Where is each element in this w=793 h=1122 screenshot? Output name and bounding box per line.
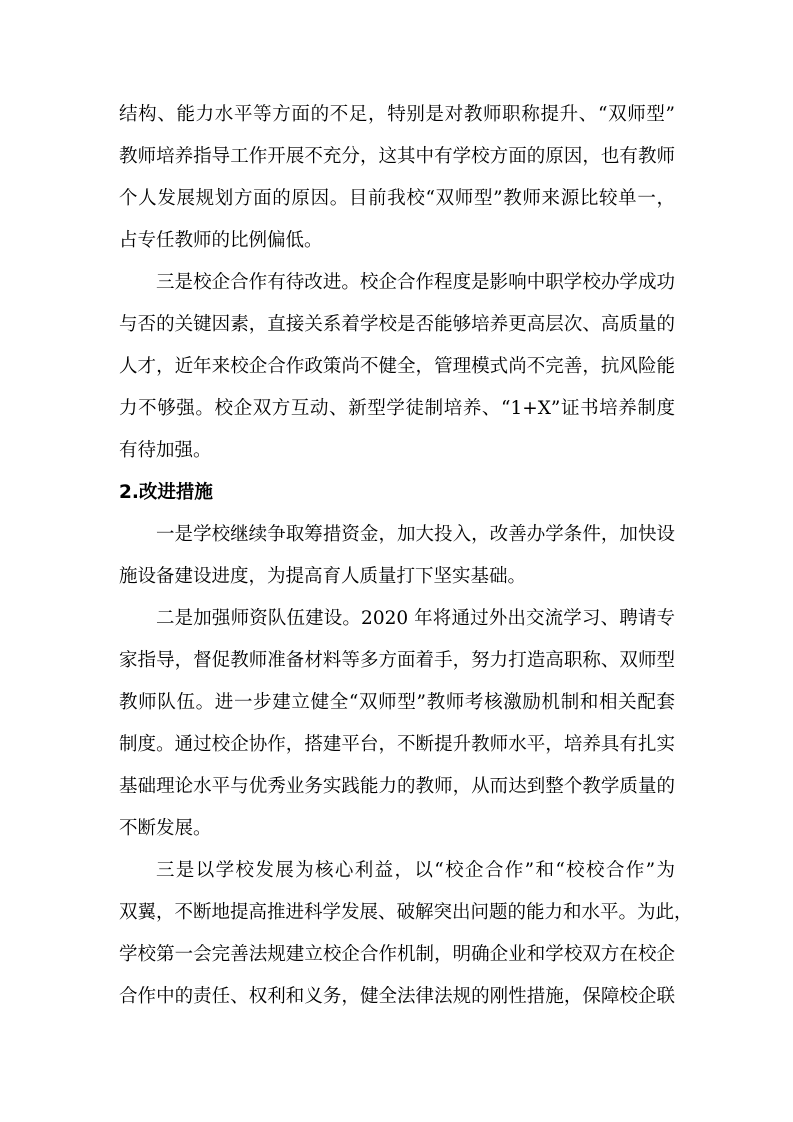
paragraph-line: 家指导，督促教师准备材料等多方面着手，努力打造高职称、双师型 — [119, 650, 675, 671]
section-heading: 2.改进措施 — [119, 482, 213, 503]
paragraph-line: 占专任教师的比例偏低。 — [119, 230, 323, 251]
paragraph-line: 结构、能力水平等方面的不足，特别是对教师职称提升、“双师型” — [119, 104, 675, 125]
paragraph-line: 教师培养指导工作开展不充分，这其中有学校方面的原因，也有教师 — [119, 146, 675, 167]
paragraph-line: 与否的关键因素，直接关系着学校是否能够培养更高层次、高质量的 — [119, 314, 675, 335]
paragraph-line: 三是以学校发展为核心利益，以“校企合作”和“校校合作”为 — [156, 860, 675, 881]
paragraph-line: 个人发展规划方面的原因。目前我校“双师型”教师来源比较单一， — [119, 188, 675, 209]
paragraph-line: 施设备建设进度，为提高育人质量打下坚实基础。 — [119, 566, 527, 587]
paragraph-line: 有待加强。 — [119, 440, 212, 461]
paragraph-line: 基础理论水平与优秀业务实践能力的教师，从而达到整个教学质量的 — [119, 776, 675, 797]
paragraph-line: 制度。通过校企协作，搭建平台，不断提升教师水平，培养具有扎实 — [119, 734, 675, 755]
paragraph-line: 学校第一会完善法规建立校企合作机制，明确企业和学校双方在校企 — [119, 944, 675, 965]
paragraph-line: 二是加强师资队伍建设。2020 年将通过外出交流学习、聘请专 — [156, 608, 675, 629]
paragraph-line: 双翼，不断地提高推进科学发展、破解突出问题的能力和水平。为此， — [119, 902, 693, 923]
paragraph-line: 一是学校继续争取筹措资金，加大投入，改善办学条件，加快设 — [156, 524, 675, 545]
paragraph-line: 三是校企合作有待改进。校企合作程度是影响中职学校办学成功 — [156, 272, 675, 293]
paragraph-line: 教师队伍。进一步建立健全“双师型”教师考核激励机制和相关配套 — [119, 692, 675, 713]
paragraph-line: 力不够强。校企双方互动、新型学徒制培养、“1+X”证书培养制度 — [119, 398, 675, 419]
paragraph-line: 不断发展。 — [119, 818, 212, 839]
paragraph-line: 人才，近年来校企合作政策尚不健全，管理模式尚不完善，抗风险能 — [119, 356, 675, 377]
paragraph-line: 合作中的责任、权利和义务，健全法律法规的刚性措施，保障校企联 — [119, 986, 675, 1007]
